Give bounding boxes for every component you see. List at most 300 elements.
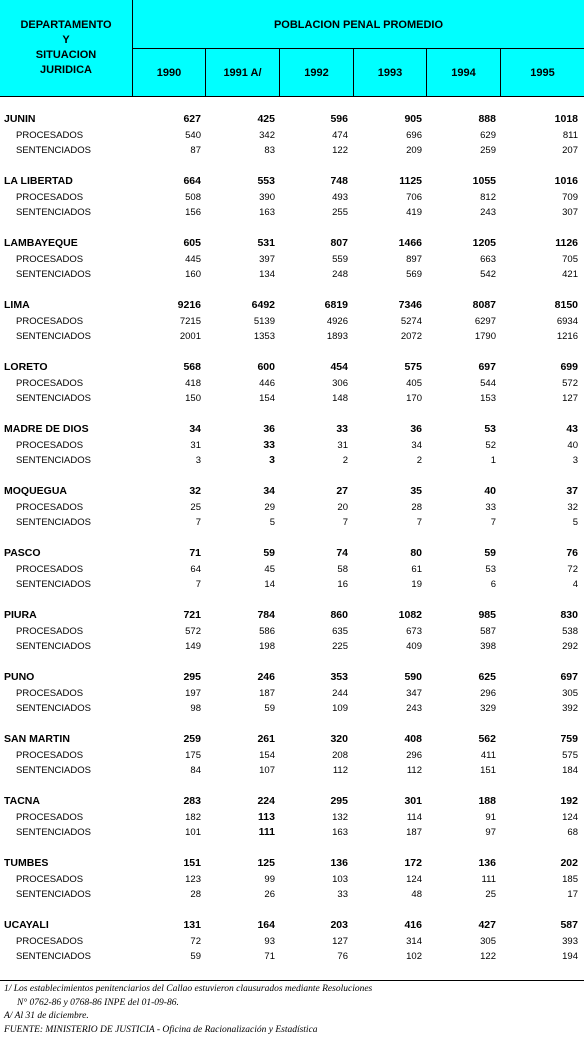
cell-value: 72 <box>567 563 578 575</box>
cell-value: 2072 <box>400 331 422 342</box>
cell-value: 36 <box>410 423 422 435</box>
cell-value: 209 <box>406 145 422 156</box>
department-name: MOQUEGUA <box>4 485 67 497</box>
cell-value: 409 <box>406 641 422 652</box>
cell-value: 244 <box>332 687 348 699</box>
cell-value: 4926 <box>326 315 348 327</box>
cell-value: 36 <box>263 423 275 435</box>
cell-value: 84 <box>190 765 201 776</box>
sub-row <box>0 686 584 702</box>
cell-value: 59 <box>484 547 496 559</box>
department-row <box>0 174 584 190</box>
department-name: LORETO <box>4 361 48 373</box>
department-name: MADRE DE DIOS <box>4 423 89 435</box>
cell-value: 114 <box>406 811 422 823</box>
cell-value: 107 <box>259 765 275 776</box>
cell-value: 71 <box>264 951 275 962</box>
cell-value: 243 <box>406 703 422 714</box>
cell-value: 493 <box>332 191 348 203</box>
cell-value: 7 <box>490 517 496 528</box>
cell-value: 393 <box>562 935 578 947</box>
cell-value: 154 <box>259 749 275 761</box>
cell-value: 164 <box>257 919 275 931</box>
cell-value: 629 <box>480 129 496 141</box>
cell-value: 542 <box>480 269 496 280</box>
table-header <box>0 0 584 96</box>
department-row <box>0 422 584 438</box>
cell-value: 91 <box>485 811 496 823</box>
cell-value: 32 <box>189 485 201 497</box>
cell-value: 43 <box>566 423 578 435</box>
cell-value: 150 <box>185 393 201 404</box>
cell-value: 40 <box>484 485 496 497</box>
cell-value: 184 <box>562 765 578 776</box>
cell-value: 124 <box>562 811 578 823</box>
cell-value: 156 <box>185 207 201 218</box>
cell-value: 5274 <box>400 315 422 327</box>
cell-value: 136 <box>478 857 496 869</box>
department-row <box>0 484 584 500</box>
cell-value: 154 <box>259 393 275 404</box>
cell-value: 305 <box>480 935 496 947</box>
cell-value: 905 <box>404 113 422 125</box>
cell-value: 34 <box>411 439 422 451</box>
cell-value: 408 <box>404 733 422 745</box>
cell-value: 7215 <box>179 315 201 327</box>
cell-value: 985 <box>478 609 496 621</box>
cell-value: 635 <box>332 625 348 637</box>
department-row <box>0 112 584 128</box>
cell-value: 811 <box>562 129 578 141</box>
cell-value: 8087 <box>472 299 496 311</box>
cell-value: 559 <box>332 253 348 265</box>
sub-row <box>0 376 584 392</box>
sub-row-label: SENTENCIADOS <box>16 331 91 342</box>
cell-value: 392 <box>562 703 578 714</box>
department-row <box>0 546 584 562</box>
cell-value: 807 <box>330 237 348 249</box>
cell-value: 1082 <box>398 609 422 621</box>
cell-value: 6297 <box>474 315 496 327</box>
cell-value: 52 <box>485 439 496 451</box>
department-name: LIMA <box>4 299 30 311</box>
cell-value: 109 <box>332 703 348 714</box>
cell-value: 127 <box>332 935 348 947</box>
cell-value: 87 <box>190 145 201 156</box>
header-divider <box>132 48 584 49</box>
cell-value: 103 <box>332 873 348 885</box>
cell-value: 353 <box>330 671 348 683</box>
cell-value: 14 <box>264 579 275 590</box>
sub-row <box>0 701 584 717</box>
department-name: LAMBAYEQUE <box>4 237 78 249</box>
cell-value: 111 <box>258 826 275 838</box>
cell-value: 225 <box>332 641 348 652</box>
cell-value: 224 <box>257 795 275 807</box>
cell-value: 6819 <box>324 299 348 311</box>
cell-value: 1016 <box>554 175 578 187</box>
department-name: LA LIBERTAD <box>4 175 73 187</box>
sub-row-label: SENTENCIADOS <box>16 765 91 776</box>
sub-row <box>0 314 584 330</box>
sub-row <box>0 515 584 531</box>
cell-value: 600 <box>257 361 275 373</box>
cell-value: 605 <box>183 237 201 249</box>
row-spacer <box>0 903 584 919</box>
cell-value: 307 <box>562 207 578 218</box>
cell-value: 575 <box>404 361 422 373</box>
sub-row-label: SENTENCIADOS <box>16 207 91 218</box>
cell-value: 19 <box>411 579 422 590</box>
cell-value: 586 <box>259 625 275 637</box>
cell-value: 163 <box>332 827 348 838</box>
row-spacer <box>0 655 584 671</box>
cell-value: 664 <box>183 175 201 187</box>
cell-value: 3 <box>572 455 578 466</box>
cell-value: 259 <box>183 733 201 745</box>
cell-value: 6934 <box>556 315 578 327</box>
cell-value: 860 <box>330 609 348 621</box>
department-name: TACNA <box>4 795 40 807</box>
cell-value: 202 <box>560 857 578 869</box>
cell-value: 1216 <box>556 331 578 342</box>
year-header: 1993 <box>377 67 403 79</box>
cell-value: 25 <box>190 501 201 513</box>
cell-value: 248 <box>332 269 348 280</box>
cell-value: 568 <box>183 361 201 373</box>
cell-value: 531 <box>257 237 275 249</box>
sub-row <box>0 887 584 903</box>
cell-value: 553 <box>257 175 275 187</box>
sub-row-label: PROCESADOS <box>16 811 84 823</box>
cell-value: 314 <box>406 935 422 947</box>
row-spacer <box>0 345 584 361</box>
cell-value: 208 <box>332 749 348 761</box>
cell-value: 31 <box>337 439 348 451</box>
footnote: A/ Al 31 de diciembre. <box>4 1011 89 1022</box>
sub-row-label: SENTENCIADOS <box>16 703 91 714</box>
sub-row-label: PROCESADOS <box>16 439 84 451</box>
cell-value: 4 <box>572 579 578 590</box>
row-spacer <box>0 159 584 175</box>
cell-value: 721 <box>183 609 201 621</box>
cell-value: 111 <box>481 873 496 885</box>
group-title: POBLACION PENAL PROMEDIO <box>273 19 444 31</box>
cell-value: 28 <box>411 501 422 513</box>
dept-header-line: JURIDICA <box>40 64 92 76</box>
header-bottom-rule <box>0 96 584 97</box>
cell-value: 697 <box>478 361 496 373</box>
department-row <box>0 670 584 686</box>
cell-value: 122 <box>480 951 496 962</box>
cell-value: 888 <box>478 113 496 125</box>
sub-row-label: SENTENCIADOS <box>16 145 91 156</box>
cell-value: 53 <box>485 563 496 575</box>
cell-value: 188 <box>478 795 496 807</box>
cell-value: 149 <box>185 641 201 652</box>
cell-value: 27 <box>336 485 348 497</box>
cell-value: 705 <box>562 253 578 265</box>
department-row <box>0 298 584 314</box>
cell-value: 59 <box>264 703 275 714</box>
cell-value: 7 <box>342 517 348 528</box>
cell-value: 112 <box>406 765 422 776</box>
cell-value: 425 <box>257 113 275 125</box>
sub-row-label: SENTENCIADOS <box>16 517 91 528</box>
cell-value: 812 <box>480 191 496 203</box>
sub-row <box>0 934 584 950</box>
cell-value: 16 <box>337 579 348 590</box>
cell-value: 1126 <box>555 237 578 249</box>
sub-row-label: SENTENCIADOS <box>16 889 91 900</box>
cell-value: 33 <box>485 501 496 513</box>
cell-value: 160 <box>185 269 201 280</box>
cell-value: 416 <box>404 919 422 931</box>
cell-value: 97 <box>485 827 496 838</box>
sub-row <box>0 267 584 283</box>
department-row <box>0 856 584 872</box>
cell-value: 122 <box>332 145 348 156</box>
cell-value: 329 <box>480 703 496 714</box>
cell-value: 709 <box>562 191 578 203</box>
sub-row <box>0 872 584 888</box>
year-header: 1992 <box>304 67 329 79</box>
cell-value: 134 <box>259 269 275 280</box>
cell-value: 1018 <box>554 113 578 125</box>
row-spacer <box>0 531 584 547</box>
footnotes <box>4 983 582 1037</box>
sub-row-label: PROCESADOS <box>16 935 84 947</box>
cell-value: 6492 <box>251 299 275 311</box>
dept-header-line: SITUACION <box>35 49 97 61</box>
cell-value: 58 <box>337 563 348 575</box>
cell-value: 259 <box>480 145 496 156</box>
cell-value: 197 <box>185 687 201 699</box>
sub-row <box>0 143 584 159</box>
row-spacer <box>0 407 584 423</box>
cell-value: 569 <box>406 269 422 280</box>
sub-row-label: PROCESADOS <box>16 625 84 637</box>
cell-value: 397 <box>259 253 275 265</box>
cell-value: 427 <box>478 919 496 931</box>
sub-row <box>0 949 584 965</box>
cell-value: 261 <box>257 733 275 745</box>
sub-row <box>0 190 584 206</box>
table-body <box>0 112 584 965</box>
cell-value: 93 <box>264 935 275 947</box>
dept-column-header <box>0 18 132 78</box>
cell-value: 7 <box>195 579 201 590</box>
cell-value: 127 <box>562 393 578 404</box>
cell-value: 123 <box>185 873 201 885</box>
cell-value: 7 <box>416 517 422 528</box>
cell-value: 187 <box>259 687 275 699</box>
cell-value: 572 <box>185 625 201 637</box>
cell-value: 124 <box>406 873 422 885</box>
cell-value: 405 <box>406 377 422 389</box>
cell-value: 411 <box>480 749 496 761</box>
cell-value: 207 <box>562 145 578 156</box>
row-spacer <box>0 283 584 299</box>
cell-value: 1125 <box>399 175 422 187</box>
cell-value: 28 <box>190 889 201 900</box>
cell-value: 508 <box>185 191 201 203</box>
cell-value: 9216 <box>177 299 201 311</box>
sub-row-label: PROCESADOS <box>16 749 84 761</box>
row-spacer <box>0 221 584 237</box>
cell-value: 25 <box>485 889 496 900</box>
department-row <box>0 608 584 624</box>
cell-value: 1353 <box>253 331 275 342</box>
footer-rule <box>0 980 584 981</box>
cell-value: 421 <box>562 269 578 280</box>
sub-row <box>0 825 584 841</box>
sub-row <box>0 252 584 268</box>
cell-value: 759 <box>560 733 578 745</box>
cell-value: 72 <box>190 935 201 947</box>
sub-row-label: SENTENCIADOS <box>16 579 91 590</box>
sub-row <box>0 205 584 221</box>
cell-value: 296 <box>406 749 422 761</box>
department-row <box>0 732 584 748</box>
cell-value: 6 <box>490 579 496 590</box>
sub-row-label: PROCESADOS <box>16 563 84 575</box>
cell-value: 31 <box>190 439 201 451</box>
sub-row <box>0 453 584 469</box>
cell-value: 175 <box>185 749 201 761</box>
department-name: PASCO <box>4 547 41 559</box>
cell-value: 32 <box>567 501 578 513</box>
cell-value: 102 <box>406 951 422 962</box>
cell-value: 163 <box>259 207 275 218</box>
cell-value: 182 <box>185 811 201 823</box>
department-name: TUMBES <box>4 857 49 869</box>
cell-value: 347 <box>406 687 422 699</box>
cell-value: 474 <box>332 129 348 141</box>
sub-row-label: PROCESADOS <box>16 501 84 513</box>
cell-value: 34 <box>189 423 201 435</box>
cell-value: 34 <box>263 485 275 497</box>
cell-value: 33 <box>336 423 348 435</box>
cell-value: 136 <box>330 857 348 869</box>
cell-value: 1055 <box>472 175 496 187</box>
cell-value: 1466 <box>398 237 422 249</box>
cell-value: 20 <box>337 501 348 513</box>
year-header: 1990 <box>156 67 182 79</box>
cell-value: 80 <box>410 547 422 559</box>
sub-row <box>0 562 584 578</box>
cell-value: 203 <box>330 919 348 931</box>
dept-header-line: DEPARTAMENTO <box>20 19 112 31</box>
cell-value: 64 <box>190 563 201 575</box>
cell-value: 590 <box>404 671 422 683</box>
cell-value: 132 <box>332 811 348 823</box>
cell-value: 418 <box>185 377 201 389</box>
sub-row-label: PROCESADOS <box>16 377 84 389</box>
cell-value: 390 <box>259 191 275 203</box>
sub-row-label: PROCESADOS <box>16 687 84 699</box>
sub-row <box>0 748 584 764</box>
cell-value: 246 <box>257 671 275 683</box>
cell-value: 83 <box>264 145 275 156</box>
cell-value: 101 <box>185 827 201 838</box>
cell-value: 112 <box>332 765 348 776</box>
department-name: PUNO <box>4 671 35 683</box>
cell-value: 26 <box>264 889 275 900</box>
cell-value: 59 <box>263 547 275 559</box>
cell-value: 7346 <box>398 299 422 311</box>
cell-value: 625 <box>478 671 496 683</box>
cell-value: 572 <box>562 377 578 389</box>
department-row <box>0 236 584 252</box>
footnote: 1/ Los establecimientos penitenciarios del Callao estuvieron clausurados mediante Resoluciones <box>4 984 373 994</box>
sub-row <box>0 810 584 826</box>
cell-value: 71 <box>189 547 201 559</box>
year-header: 1991 A/ <box>223 67 262 79</box>
sub-row-label: SENTENCIADOS <box>16 827 91 838</box>
cell-value: 7 <box>195 517 201 528</box>
cell-value: 5 <box>269 517 275 528</box>
sub-row-label: PROCESADOS <box>16 873 84 885</box>
cell-value: 8150 <box>554 299 578 311</box>
cell-value: 587 <box>560 919 578 931</box>
cell-value: 53 <box>484 423 496 435</box>
cell-value: 538 <box>562 625 578 637</box>
cell-value: 295 <box>183 671 201 683</box>
cell-value: 61 <box>411 563 422 575</box>
sub-row-label: PROCESADOS <box>16 191 84 203</box>
cell-value: 830 <box>560 609 578 621</box>
department-row <box>0 794 584 810</box>
cell-value: 696 <box>406 129 422 141</box>
cell-value: 587 <box>480 625 496 637</box>
cell-value: 99 <box>264 873 275 885</box>
cell-value: 292 <box>562 641 578 652</box>
footnote-source: FUENTE: MINISTERIO DE JUSTICIA - Oficina de Racionalización y Estadística <box>4 1024 318 1035</box>
cell-value: 419 <box>406 207 422 218</box>
cell-value: 3 <box>269 454 275 466</box>
cell-value: 2 <box>342 455 348 466</box>
sub-row-label: SENTENCIADOS <box>16 393 91 404</box>
row-spacer <box>0 469 584 485</box>
cell-value: 198 <box>259 641 275 652</box>
cell-value: 5 <box>572 517 578 528</box>
cell-value: 185 <box>562 873 578 885</box>
cell-value: 575 <box>562 749 578 761</box>
cell-value: 76 <box>566 547 578 559</box>
cell-value: 673 <box>406 625 422 637</box>
cell-value: 68 <box>567 827 578 838</box>
sub-row-label: PROCESADOS <box>16 253 84 265</box>
cell-value: 48 <box>411 889 422 900</box>
cell-value: 1893 <box>326 331 348 342</box>
sub-row-label: SENTENCIADOS <box>16 455 91 466</box>
cell-value: 33 <box>337 889 348 900</box>
cell-value: 398 <box>480 641 496 652</box>
cell-value: 305 <box>562 687 578 699</box>
cell-value: 1205 <box>472 237 496 249</box>
cell-value: 445 <box>185 253 201 265</box>
cell-value: 897 <box>406 253 422 265</box>
sub-row <box>0 391 584 407</box>
sub-row-label: SENTENCIADOS <box>16 951 91 962</box>
sub-row <box>0 639 584 655</box>
sub-row <box>0 763 584 779</box>
cell-value: 151 <box>480 765 496 776</box>
cell-value: 540 <box>185 129 201 141</box>
cell-value: 748 <box>330 175 348 187</box>
department-row <box>0 360 584 376</box>
